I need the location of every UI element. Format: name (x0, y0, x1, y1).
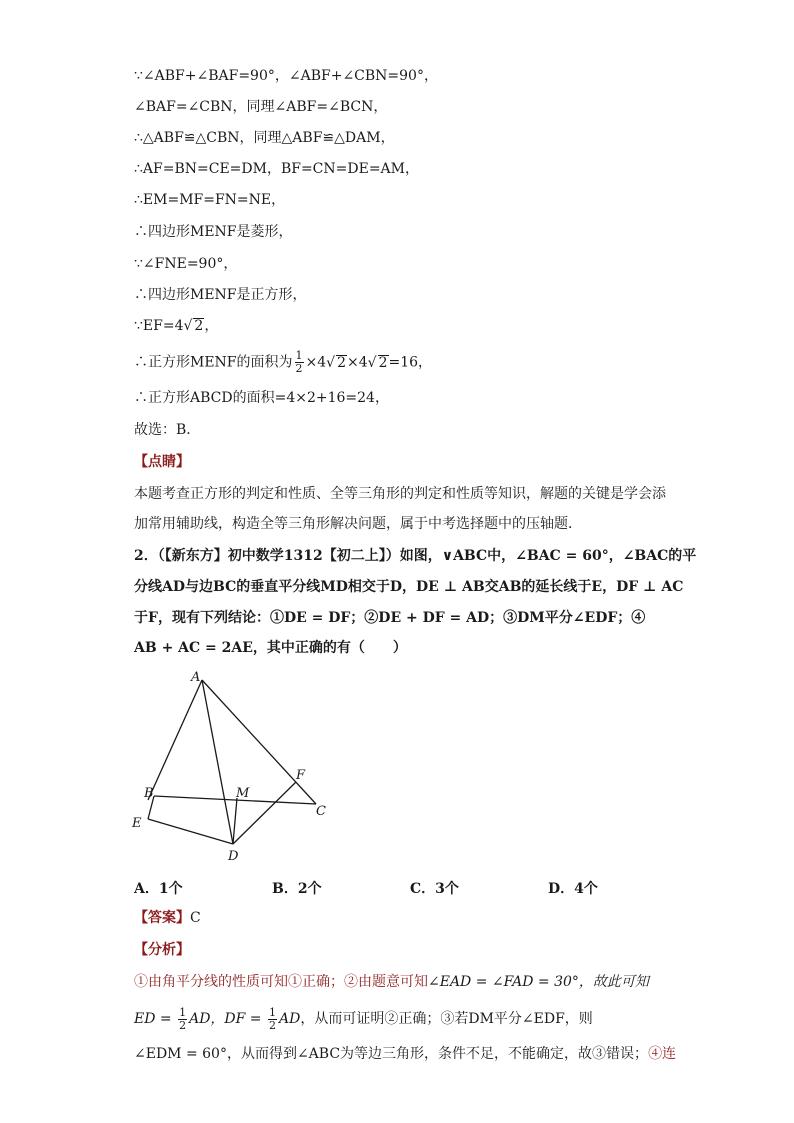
label-f: F (296, 768, 306, 783)
segment-bc (154, 796, 316, 804)
analysis-line-1 (134, 972, 649, 992)
analysis-line-2-rest: ，从而可证明②正确；③若DM平分∠EDF，则 (300, 1011, 593, 1027)
analysis-ad-2: AD (279, 1011, 301, 1027)
question-line-1: 2．（【新东方】初中数学1312【初二上】）如图，∨ABC中，∠BAC = 60°，∠BAC的平 (134, 548, 697, 564)
solution-line-8: ∴四边形MENF是正方形， (134, 287, 307, 303)
answer-label: 【答案】 (134, 910, 190, 926)
area-frac-num: 1 (295, 349, 303, 362)
analysis-ad-1: AD (189, 1011, 211, 1027)
segment-ac (202, 680, 316, 804)
question-line-4: AB + AC = 2AE，其中正确的有（ ） (134, 640, 407, 656)
solution-line-6: ∴四边形MENF是菱形， (134, 224, 293, 240)
area-prefix: ∴正方形MENF的面积为 (134, 354, 293, 371)
solution-line-2: ∠BAF=∠CBN，同理∠ABF=∠BCN， (134, 99, 388, 115)
geometry-figure (130, 666, 390, 866)
analysis-line-2 (134, 1006, 593, 1032)
analysis-line-1-red: ①由角平分线的性质可知①正确；②由题意可知 (134, 974, 428, 990)
solution-line-3: ∴△ABF≌△CBN，同理△ABF≌△DAM， (134, 130, 395, 146)
ef-radicand: 2 (194, 318, 204, 334)
segment-ad (202, 680, 233, 844)
segment-ed (148, 819, 233, 844)
solution-line-5: ∴EM=MF=FN=NE， (134, 192, 286, 208)
analysis-line-3-black: ∠EDM = 60°，从而得到∠ABC为等边三角形，条件不足，不能确定，故③错误； (134, 1046, 649, 1062)
label-b: B (144, 786, 154, 801)
label-e: E (132, 816, 142, 831)
dianjing-text-1: 本题考查正方形的判定和性质、全等三角形的判定和性质等知识，解题的关键是学会添 (134, 486, 666, 502)
ef-prefix: ∵EF=4 (134, 318, 184, 334)
area-line (134, 350, 432, 375)
analysis-line-1-black: ∠EAD = ∠FAD = 30°，故此可知 (428, 974, 649, 990)
option-a: A．1个 (134, 881, 183, 897)
area-radicand-1: 2 (337, 354, 347, 371)
analysis-label: 【分析】 (134, 942, 190, 958)
question-line-2: 分线AD与边BC的垂直平分线MD相交于D，DE ⊥ AB交AB的延长线于E，DF ⊥ AC (134, 579, 684, 595)
analysis-frac-2 (268, 1007, 277, 1032)
label-a: A (191, 670, 201, 685)
area-mid1: ×4 (305, 354, 327, 371)
area-frac-den: 2 (295, 362, 303, 375)
area-radicand-2: 2 (378, 354, 388, 371)
segment-md (233, 798, 237, 844)
option-d: D．4个 (548, 881, 598, 897)
abcd-area-line: ∴正方形ABCD的面积=4×2+16=24， (134, 390, 389, 406)
question-line-3: 于F，现有下列结论：①DE = DF；②DE + DF = AD；③DM平分∠EDF；④ (134, 610, 646, 626)
segment-ae (148, 680, 202, 800)
solution-line-7: ∵∠FNE=90°， (134, 256, 238, 272)
ef-suffix: ， (204, 318, 219, 334)
label-c: C (316, 804, 326, 819)
label-m: M (236, 786, 250, 801)
analysis-ed: ED = (134, 1011, 177, 1027)
analysis-frac-1 (178, 1007, 187, 1032)
frac-1-num: 1 (179, 1005, 187, 1019)
dianjing-text-2: 加常用辅助线，构造全等三角形解决问题，属于中考选择题中的压轴题． (134, 516, 582, 532)
choose-line: 故选：B． (134, 422, 201, 438)
dianjing-label: 【点睛】 (134, 454, 190, 470)
analysis-df: ，DF = (210, 1011, 266, 1027)
analysis-line-3 (134, 1044, 676, 1064)
frac-2-den: 2 (269, 1018, 276, 1032)
frac-1-den: 2 (179, 1018, 187, 1032)
solution-line-1: ∵∠ABF+∠BAF=90°，∠ABF+∠CBN=90°， (134, 68, 438, 84)
answer-value: C (190, 910, 201, 926)
ef-line (134, 316, 218, 336)
option-c: C．3个 (410, 881, 459, 897)
area-suffix: =16， (388, 354, 433, 371)
area-fraction (295, 350, 304, 375)
answer-line (134, 908, 201, 928)
analysis-line-3-red: ④连 (648, 1046, 677, 1062)
area-mid2: ×4 (347, 354, 368, 371)
frac-2-num: 1 (269, 1005, 276, 1019)
option-b: B．2个 (272, 881, 322, 897)
label-d: D (228, 849, 239, 864)
solution-line-4: ∴AF=BN=CE=DM，BF=CN=DE=AM， (134, 161, 419, 177)
